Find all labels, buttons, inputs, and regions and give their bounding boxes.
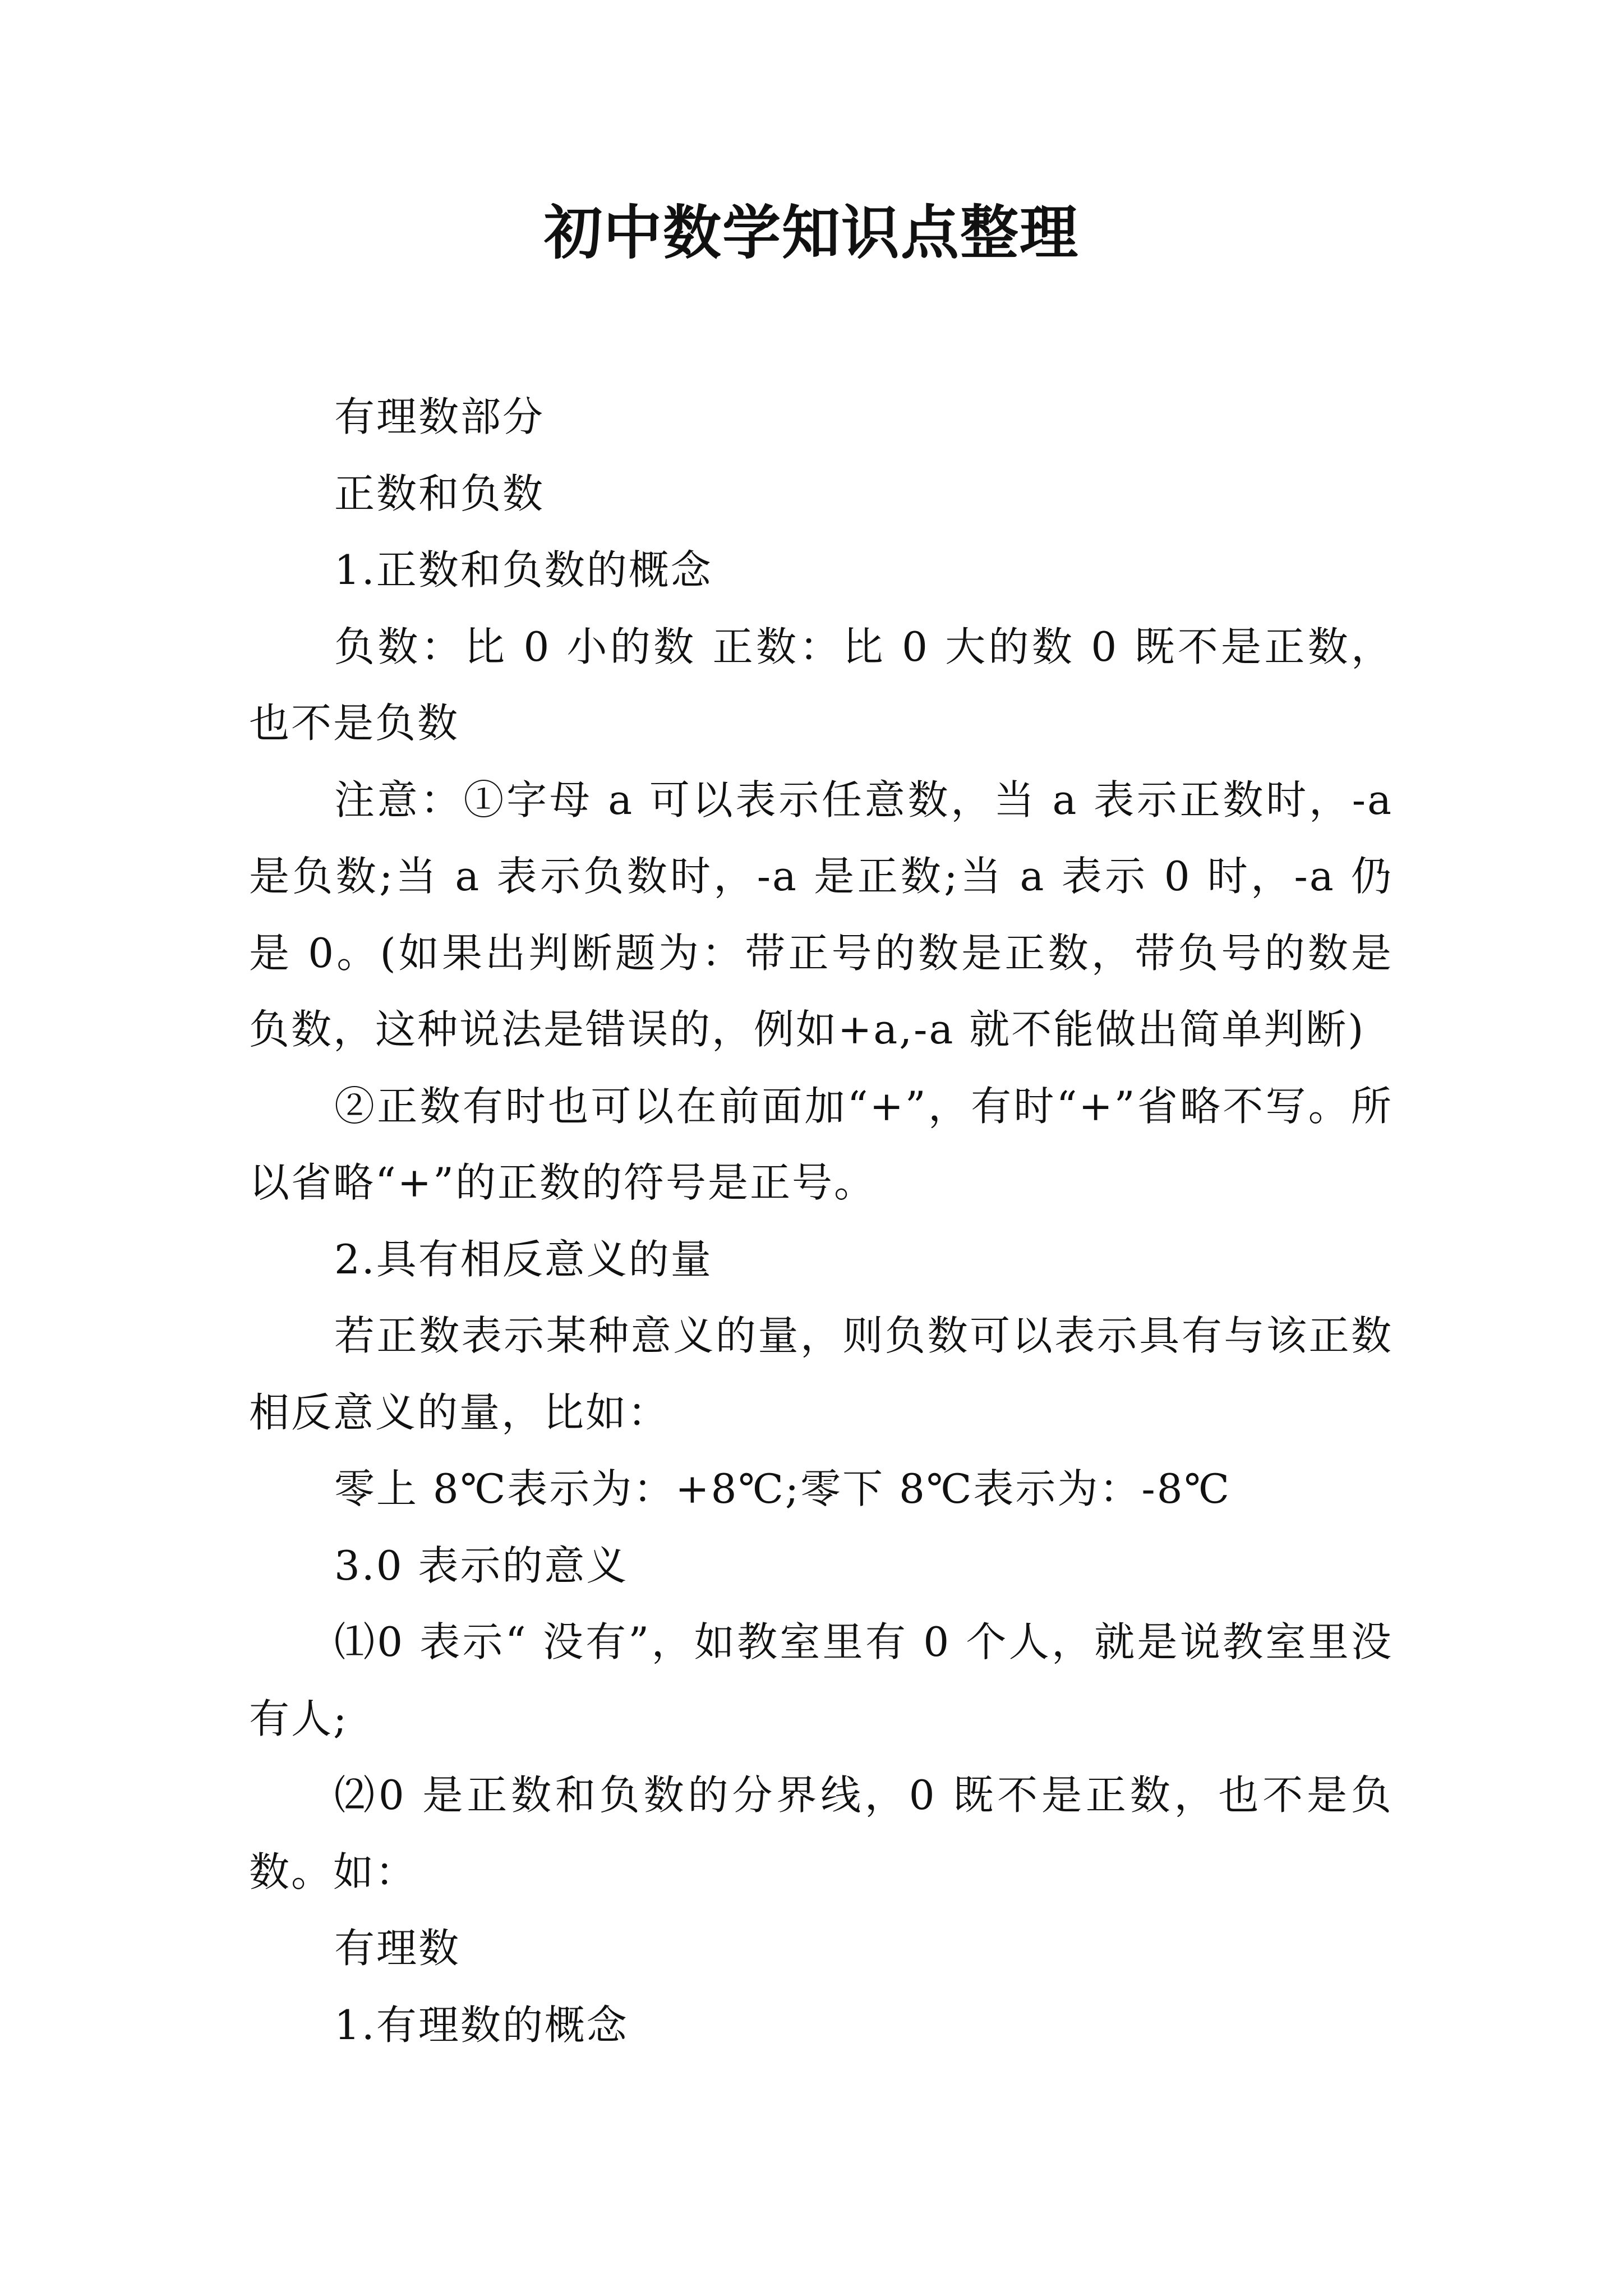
item-heading-concept: 1.正数和负数的概念 xyxy=(334,546,713,593)
subsection-heading-positive-negative: 正数和负数 xyxy=(334,470,545,517)
note-paragraph-2: ②正数有时也可以在前面加“+”，有时“+”省略不写。所以省略“+”的正数的符号是正号。 xyxy=(249,1082,1393,1206)
document-body xyxy=(249,379,1393,2063)
section-heading-rational-numbers: 有理数部分 xyxy=(334,393,545,440)
note-paragraph-1: 注意：①字母 a 可以表示任意数，当 a 表示正数时，-a是负数;当 a 表示负数时，-a 是正数;当 a 表示 0 时，-a 仍是 0。(如果出判断题为：带正号的数是正数，带负号的数是负数，这种说法是错误的，例如+a,-a 就不能做出简单判断) xyxy=(249,776,1393,1053)
opposite-quantities-paragraph: 若正数表示某种意义的量，则负数可以表示具有与该正数相反意义的量，比如： xyxy=(249,1312,1393,1436)
definition-paragraph: 负数：比 0 小的数 正数：比 0 大的数 0 既不是正数，也不是负数 xyxy=(249,623,1393,747)
item-heading-opposite-quantities: 2.具有相反意义的量 xyxy=(334,1235,713,1283)
subsection-heading-rational: 有理数 xyxy=(334,1925,461,1972)
item-heading-zero-meaning: 3.0 表示的意义 xyxy=(334,1542,629,1589)
zero-meaning-point-2: ⑵0 是正数和负数的分界线，0 既不是正数，也不是负数。如： xyxy=(249,1772,1393,1895)
temperature-example: 零上 8℃表示为：+8℃;零下 8℃表示为：-8℃ xyxy=(334,1465,1232,1512)
zero-meaning-point-1: ⑴0 表示“ 没有”，如教室里有 0 个人，就是说教室里没有人; xyxy=(249,1618,1393,1742)
item-heading-rational-concept: 1.有理数的概念 xyxy=(334,2001,629,2049)
document-title: 初中数学知识点整理 xyxy=(543,198,1079,267)
